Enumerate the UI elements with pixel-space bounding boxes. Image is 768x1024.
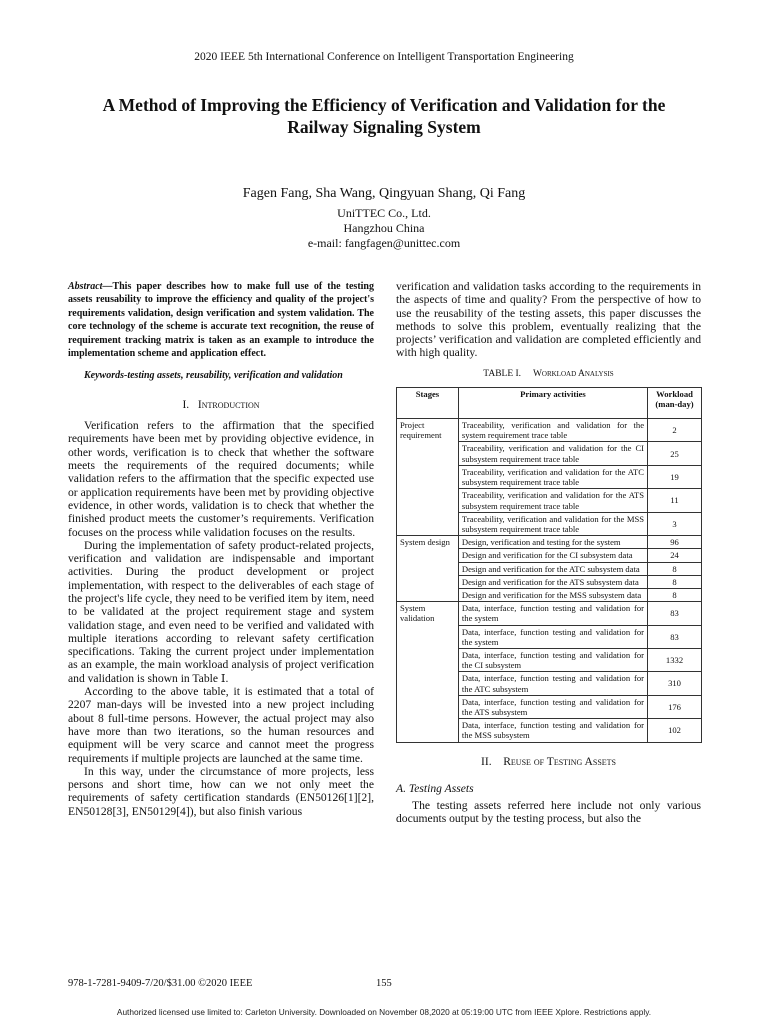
intro-paragraph-2: During the implementation of safety product-related projects, verification and validation are indispensable and important activities. During the product development or project implementation, with respect to the deliverables of each stage of the project's life cycle, they need to be verified item by item, need to be validated at the project requirement stage and system validation stage, and even need to be verified and validated with multiple iterations according to relevant safety certification specifications. Taking the current project under implementation as an example, the main workload analysis of project verification and validation is shown in Table Ⅰ. <box>68 538 374 685</box>
activity-cell: Traceability, verification and validation for the ATS subsystem requirement trace table <box>458 489 647 512</box>
abstract <box>68 280 374 360</box>
section-2-paragraph-1: The testing assets referred here include not only various documents output by the testing process, but also the <box>396 799 701 826</box>
workload-cell: 11 <box>648 489 702 512</box>
workload-cell: 96 <box>648 536 702 549</box>
activity-cell: Design and verification for the MSS subsystem data <box>458 588 647 601</box>
workload-cell: 102 <box>648 719 702 742</box>
author-email: e-mail: fangfagen@unittec.com <box>307 236 461 250</box>
header-workload: Workload (man-day) <box>648 388 702 419</box>
table-header-row <box>397 388 702 419</box>
abstract-text: This paper describes how to make full use of the testing assets reusability to improve the efficiency and quality of the project's requirements validation, design verification and system validation. The core technology of the scheme is accurate text recognition, the reuse of requirement tracking matrix is taken as an example to introduce the implementation scheme and application effect. <box>68 281 374 360</box>
activity-cell: Data, interface, function testing and validation for the MSS subsystem <box>458 719 647 742</box>
section-2-heading <box>396 755 701 768</box>
affiliation-block <box>0 206 768 251</box>
intro-paragraph-5: verification and validation tasks according to the requirements in the aspects of time and quality? From the perspective of how to use the reusability of the testing assets, this paper discusses the methods to solve this problem, eventually realizing that the projects’ verification and validation are completed efficiently and with high quality. <box>396 280 701 360</box>
workload-table <box>396 387 702 742</box>
header-stages: Stages <box>397 388 459 419</box>
conference-header: 2020 IEEE 5th International Conference on Intelligent Transportation Engineering <box>194 51 574 63</box>
left-column <box>68 280 374 818</box>
footer-isbn: 978-1-7281-9409-7/20/$31.00 ©2020 IEEE <box>68 978 253 989</box>
activity-cell: Data, interface, function testing and validation for the CI subsystem <box>458 648 647 671</box>
workload-cell: 25 <box>648 442 702 465</box>
section-1-heading <box>68 398 374 411</box>
workload-cell: 8 <box>648 588 702 601</box>
table-row <box>397 602 702 625</box>
activity-cell: Data, interface, function testing and validation for the system <box>458 625 647 648</box>
table-row <box>397 536 702 549</box>
stage-cell: System validation <box>397 602 459 742</box>
title-line-2: Railway Signaling System <box>287 117 481 137</box>
title-line-1: A Method of Improving the Efficiency of Verification and Validation for the <box>102 95 666 115</box>
stage-cell: System design <box>397 536 459 602</box>
page-number: 155 <box>376 978 392 989</box>
activity-cell: Traceability, verification and validation for the MSS subsystem requirement trace table <box>458 512 647 535</box>
workload-cell: 19 <box>648 465 702 488</box>
intro-paragraph-3: According to the above table, it is estimated that a total of 2207 man-days will be invested into a new project including about 8 full-time persons. However, the actual project may also have more than two iterations, so the human resources and equipment will be very scarce and cannot meet the progress requirements if multiple projects are launched at the same time. <box>68 685 374 765</box>
intro-paragraph-4: In this way, under the circumstance of more projects, less persons and short time, how can we not only meet the requirements of safety certification standards (EN50126[1][2], EN50128[3], EN50129[4]), but also finish various <box>68 764 374 818</box>
intro-paragraph-1: Verification refers to the affirmation that the specified requirements have been met by providing objective evidence, in other words, verification is to check that whether the software meets the requirements of the required documents; while validation refers to the affirmation that the specific expected use or application requirements have been met by providing objective evidence, in other words, validation is to check that whether the finished product meets the customer’s requirements. Verification focuses on the process while validation focuses on the results. <box>68 419 374 539</box>
table-row <box>397 419 702 442</box>
workload-cell: 310 <box>648 672 702 695</box>
stage-cell: Project requirement <box>397 419 459 536</box>
license-notice: Authorized licensed use limited to: Carleton University. Downloaded on November 08,2020 at 05:19:00 UTC from IEEE Xplore. Restrictions apply. <box>116 1007 652 1017</box>
activity-cell: Data, interface, function testing and validation for the ATC subsystem <box>458 672 647 695</box>
table-1-number: TABLE I. <box>483 368 522 379</box>
workload-table-body <box>397 419 702 742</box>
activity-cell: Traceability, verification and validation for the CI subsystem requirement trace table <box>458 442 647 465</box>
header-primary-activities: Primary activities <box>458 388 647 419</box>
section-2-title: Reuse of Testing Assets <box>503 754 617 768</box>
abstract-label: Abstract <box>68 281 103 292</box>
author-list: Fagen Fang, Sha Wang, Qingyuan Shang, Qi Fang <box>242 186 526 201</box>
section-2-number: II. <box>480 754 492 768</box>
workload-cell: 83 <box>648 625 702 648</box>
workload-cell: 8 <box>648 575 702 588</box>
keywords: Keywords-testing assets, reusability, verification and validation <box>84 370 343 382</box>
table-1-title: Workload Analysis <box>532 368 614 379</box>
paper-title <box>60 94 708 138</box>
affiliation-location: Hangzhou China <box>343 221 425 235</box>
activity-cell: Design and verification for the ATC subsystem data <box>458 562 647 575</box>
workload-cell: 1332 <box>648 648 702 671</box>
workload-cell: 24 <box>648 549 702 562</box>
right-column <box>396 280 701 826</box>
affiliation-name: UniTTEC Co., Ltd. <box>337 206 431 220</box>
activity-cell: Design, verification and testing for the system <box>458 536 647 549</box>
activity-cell: Data, interface, function testing and validation for the ATS subsystem <box>458 695 647 718</box>
workload-cell: 8 <box>648 562 702 575</box>
workload-cell: 83 <box>648 602 702 625</box>
section-1-title: Introduction <box>197 397 260 411</box>
activity-cell: Traceability, verification and validation for the system requirement trace table <box>458 419 647 442</box>
table-1-caption <box>396 368 701 381</box>
workload-cell: 3 <box>648 512 702 535</box>
abstract-dash: — <box>102 281 113 292</box>
workload-cell: 2 <box>648 419 702 442</box>
workload-cell: 176 <box>648 695 702 718</box>
subsection-a-heading: A. Testing Assets <box>396 781 474 795</box>
activity-cell: Data, interface, function testing and validation for the system <box>458 602 647 625</box>
activity-cell: Design and verification for the CI subsystem data <box>458 549 647 562</box>
section-1-number: I. <box>182 397 190 411</box>
activity-cell: Design and verification for the ATS subsystem data <box>458 575 647 588</box>
activity-cell: Traceability, verification and validation for the ATC subsystem requirement trace table <box>458 465 647 488</box>
